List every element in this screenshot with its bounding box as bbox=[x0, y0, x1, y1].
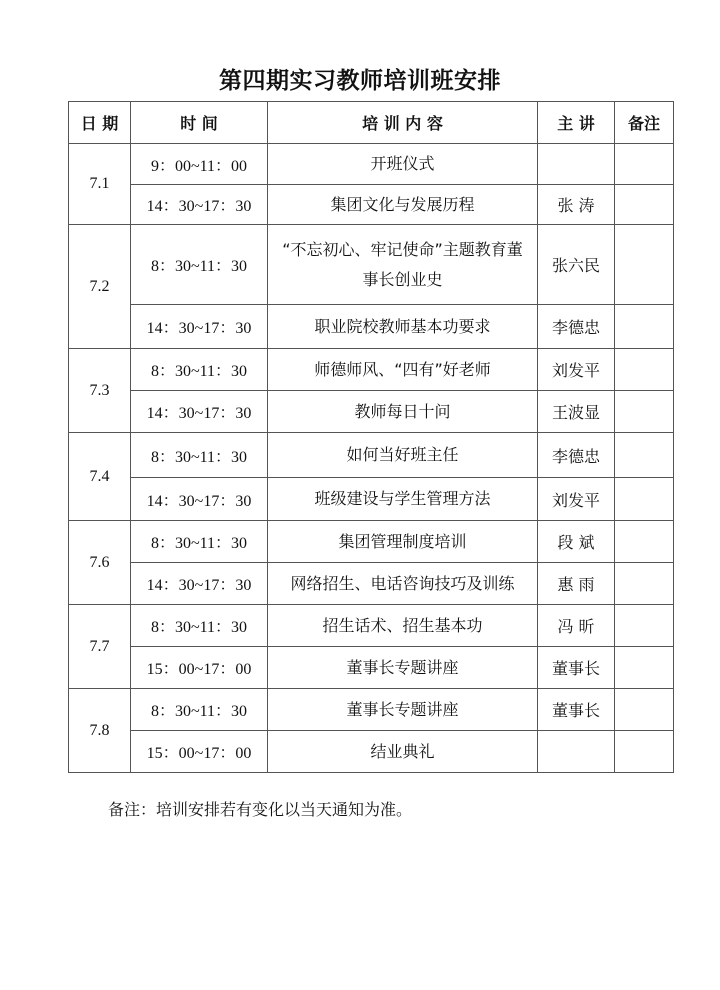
content-cell: 师德师风、“四有”好老师 bbox=[268, 349, 538, 391]
table-row bbox=[69, 689, 674, 731]
date-cell: 7.7 bbox=[69, 605, 131, 689]
speaker-cell: 惠 雨 bbox=[538, 563, 615, 605]
remark-cell bbox=[615, 478, 674, 521]
content-cell: 董事长专题讲座 bbox=[268, 647, 538, 689]
table-row bbox=[69, 731, 674, 773]
remark-cell bbox=[615, 225, 674, 305]
content-cell: 班级建设与学生管理方法 bbox=[268, 478, 538, 521]
speaker-cell: 刘发平 bbox=[538, 478, 615, 521]
time-cell: 8：30~11：30 bbox=[131, 605, 268, 647]
page-title: 第四期实习教师培训班安排 bbox=[219, 68, 501, 94]
speaker-cell: 段 斌 bbox=[538, 521, 615, 563]
table-header-row bbox=[69, 102, 674, 144]
table-row bbox=[69, 433, 674, 478]
content-cell: 集团管理制度培训 bbox=[268, 521, 538, 563]
remark-cell bbox=[615, 563, 674, 605]
date-cell: 7.3 bbox=[69, 349, 131, 433]
remark-cell bbox=[615, 305, 674, 349]
remark-cell bbox=[615, 647, 674, 689]
content-cell: 董事长专题讲座 bbox=[268, 689, 538, 731]
time-cell: 8：30~11：30 bbox=[131, 433, 268, 478]
time-cell: 8：30~11：30 bbox=[131, 225, 268, 305]
speaker-cell: 李德忠 bbox=[538, 433, 615, 478]
time-cell: 14：30~17：30 bbox=[131, 305, 268, 349]
speaker-cell: 董事长 bbox=[538, 647, 615, 689]
table-row bbox=[69, 349, 674, 391]
date-cell: 7.6 bbox=[69, 521, 131, 605]
time-cell: 8：30~11：30 bbox=[131, 689, 268, 731]
date-cell: 7.1 bbox=[69, 144, 131, 225]
remark-cell bbox=[615, 731, 674, 773]
content-cell: “不忘初心、牢记使命”主题教育董事长创业史 bbox=[268, 225, 538, 305]
time-cell: 14：30~17：30 bbox=[131, 563, 268, 605]
content-cell: 如何当好班主任 bbox=[268, 433, 538, 478]
footnote: 备注：培训安排若有变化以当天通知为准。 bbox=[108, 800, 413, 819]
content-cell: 招生话术、招生基本功 bbox=[268, 605, 538, 647]
date-cell: 7.4 bbox=[69, 433, 131, 521]
time-cell: 14：30~17：30 bbox=[131, 391, 268, 433]
remark-cell bbox=[615, 349, 674, 391]
header-speaker: 主 讲 bbox=[538, 102, 615, 144]
content-cell: 职业院校教师基本功要求 bbox=[268, 305, 538, 349]
remark-cell bbox=[615, 689, 674, 731]
table-row bbox=[69, 605, 674, 647]
header-content: 培 训 内 容 bbox=[268, 102, 538, 144]
header-remark: 备注 bbox=[615, 102, 674, 144]
header-time: 时 间 bbox=[131, 102, 268, 144]
speaker-cell: 王波显 bbox=[538, 391, 615, 433]
schedule-table bbox=[68, 101, 674, 773]
table-row bbox=[69, 647, 674, 689]
content-cell: 集团文化与发展历程 bbox=[268, 185, 538, 225]
time-cell: 9：00~11：00 bbox=[131, 144, 268, 185]
speaker-cell: 张六民 bbox=[538, 225, 615, 305]
content-cell: 网络招生、电话咨询技巧及训练 bbox=[268, 563, 538, 605]
speaker-cell bbox=[538, 144, 615, 185]
speaker-cell: 冯 昕 bbox=[538, 605, 615, 647]
speaker-cell: 董事长 bbox=[538, 689, 615, 731]
remark-cell bbox=[615, 433, 674, 478]
time-cell: 14：30~17：30 bbox=[131, 185, 268, 225]
time-cell: 15：00~17：00 bbox=[131, 647, 268, 689]
remark-cell bbox=[615, 144, 674, 185]
table-row bbox=[69, 563, 674, 605]
speaker-cell bbox=[538, 731, 615, 773]
speaker-cell: 张 涛 bbox=[538, 185, 615, 225]
date-cell: 7.8 bbox=[69, 689, 131, 773]
date-cell: 7.2 bbox=[69, 225, 131, 349]
content-cell: 结业典礼 bbox=[268, 731, 538, 773]
table-row bbox=[69, 225, 674, 305]
speaker-cell: 李德忠 bbox=[538, 305, 615, 349]
table-row bbox=[69, 391, 674, 433]
remark-cell bbox=[615, 185, 674, 225]
remark-cell bbox=[615, 391, 674, 433]
speaker-cell: 刘发平 bbox=[538, 349, 615, 391]
content-cell: 开班仪式 bbox=[268, 144, 538, 185]
remark-cell bbox=[615, 521, 674, 563]
content-cell: 教师每日十问 bbox=[268, 391, 538, 433]
table-row bbox=[69, 185, 674, 225]
table-row bbox=[69, 144, 674, 185]
remark-cell bbox=[615, 605, 674, 647]
table-row bbox=[69, 478, 674, 521]
time-cell: 8：30~11：30 bbox=[131, 521, 268, 563]
table-row bbox=[69, 305, 674, 349]
table-row bbox=[69, 521, 674, 563]
time-cell: 15：00~17：00 bbox=[131, 731, 268, 773]
time-cell: 8：30~11：30 bbox=[131, 349, 268, 391]
header-date: 日 期 bbox=[69, 102, 131, 144]
time-cell: 14：30~17：30 bbox=[131, 478, 268, 521]
